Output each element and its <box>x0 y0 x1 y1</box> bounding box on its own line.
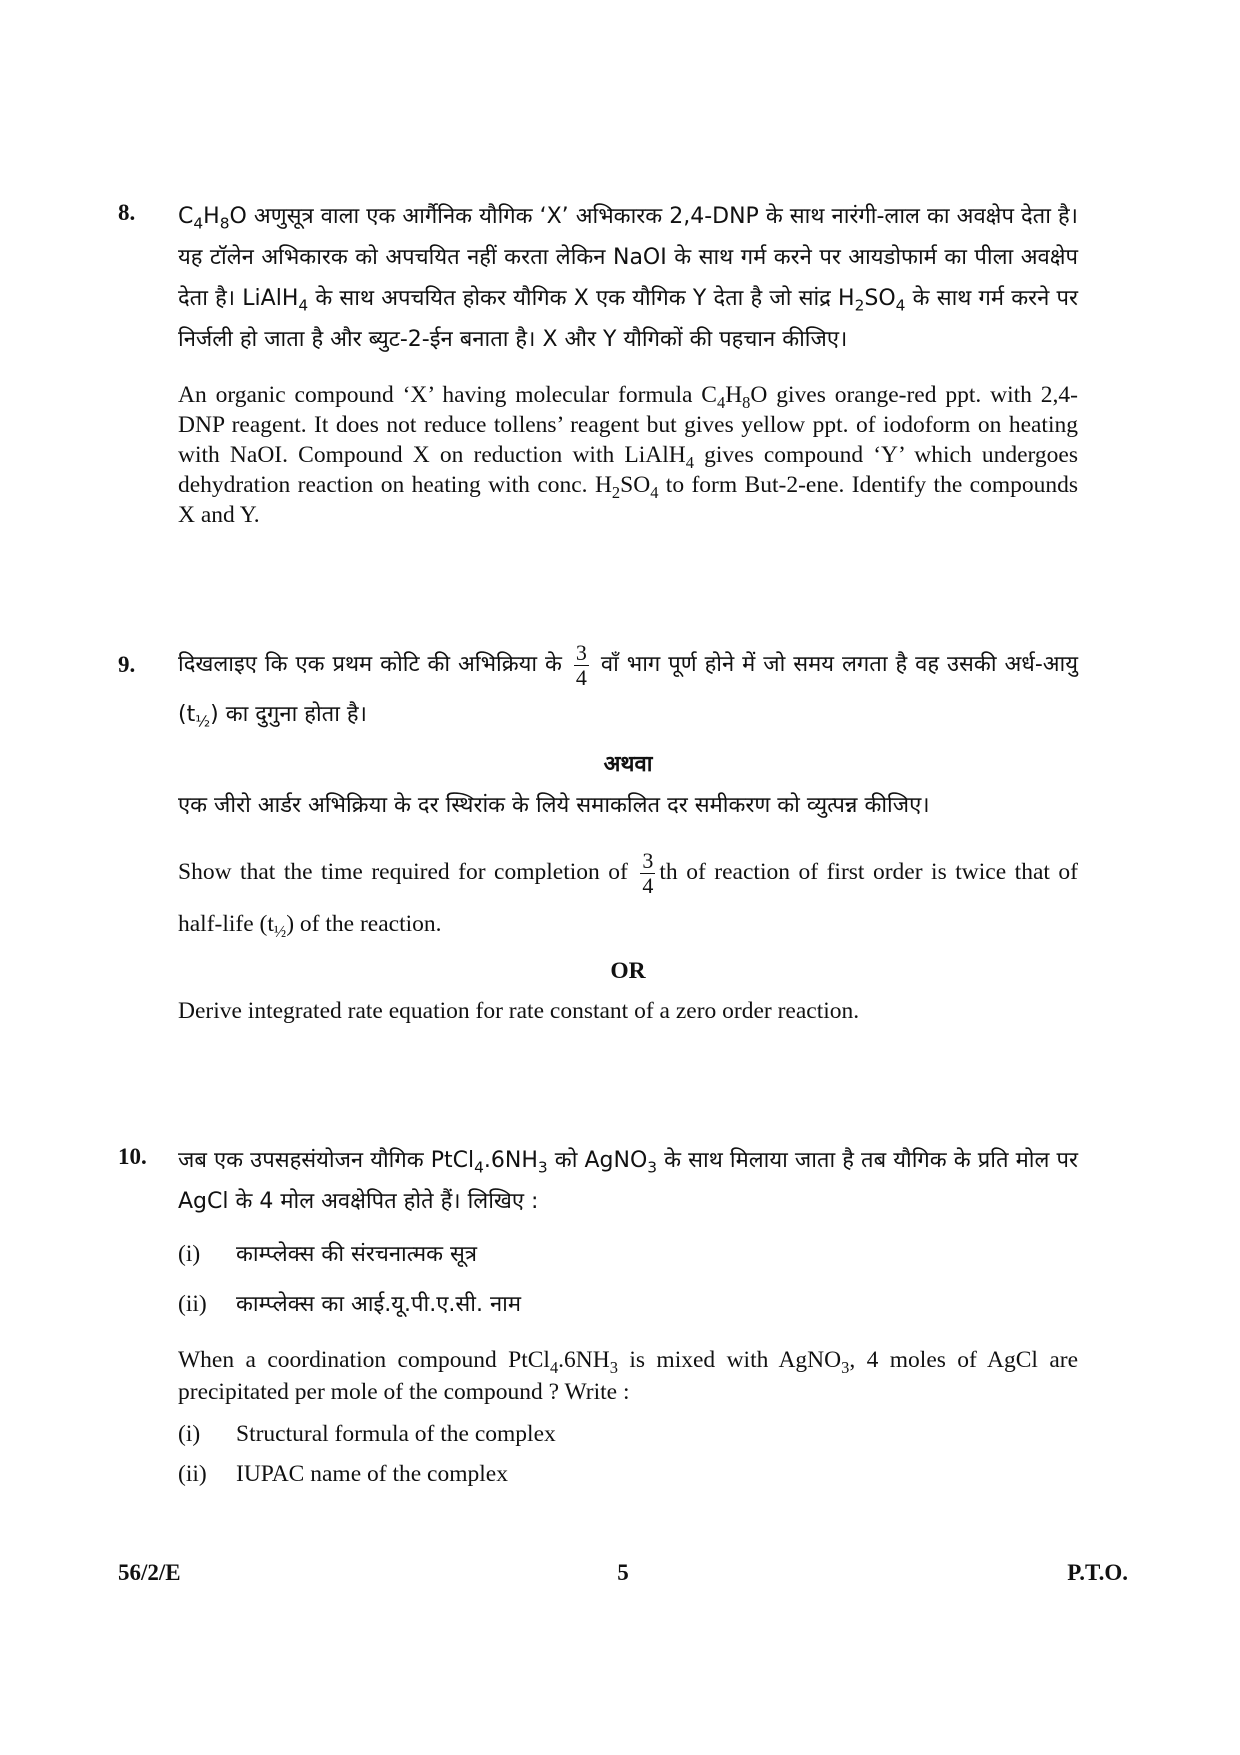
question-10-hindi-item-i: (i) काम्प्लेक्स की संरचनात्मक सूत्र <box>178 1241 478 1267</box>
question-9-english: Show that the time required for completion of $\frac{3}{4}$ th of reaction of first order is twice that of half-life $(t_{\frac{1}{2}})$ of the reaction. <box>178 848 1078 941</box>
question-9-hindi: दिखलाइए कि एक प्रथम कोटि की अभिक्रिया के $\frac{3}{4}$ वाँ भाग पूर्ण होने में जो समय लगता है वह उसकी अर्ध-आयु $(t_{\frac{1}{2}})$ का दुगुना होता है। <box>178 639 1079 731</box>
question-8-hindi: $C_4H_8O$ अणुसूत्र वाला एक आर्गैनिक यौगिक ‘X’ अभिकारक 2,4-DNP के साथ नारंगी-लाल का अवक्षेप देता है। यह टॉलेन अभिकारक को अपचयित नहीं करता लेकिन NaOI के साथ गर्म करने पर आयडोफार्म का पीला अवक्षेप देता है। LiAlH$_4$ के साथ अपचयित होकर यौगिक X एक यौगिक Y देता है जो सांद्र $H_2SO_4$ के साथ गर्म करने पर निर्जली हो जाता है और ब्युट-2-ईन बनाता है। X और Y यौगिकों की पहचान कीजिए। <box>178 204 1078 352</box>
fraction-three-quarters: $\frac{3}{4}$ <box>575 639 587 690</box>
page-number: 5 <box>617 1560 629 1585</box>
question-8 <box>118 196 1078 530</box>
question-10 <box>118 1140 1078 1494</box>
question-10-hindi-item-ii: (ii) काम्प्लेक्स का आई.यू.पी.ए.सी. नाम <box>178 1291 522 1317</box>
question-9 <box>118 640 1078 1026</box>
question-number: 10. <box>118 1144 147 1169</box>
please-turn-over: P.T.O. <box>1067 1560 1128 1585</box>
question-10-english-item-ii: (ii) IUPAC name of the complex <box>178 1461 508 1487</box>
question-number: 8. <box>118 200 136 225</box>
paper-code: 56/2/E <box>118 1560 181 1585</box>
or-separator-hindi: अथवा <box>603 752 653 777</box>
or-separator-english: OR <box>610 958 646 985</box>
question-8-english: An organic compound ‘X’ having molecular formula $C_4H_8O$ gives orange-red ppt. with 2,4-DNP reagent. It does not reduce tollens’ reagent but gives yellow ppt. of iodoform on heating with NaOI. Compound X on reduction with LiAlH$_4$ gives compound ‘Y’ which undergoes dehydration reaction on heating with conc. $H_2SO_4$ to form But-2-ene. Identify the compounds X and Y. <box>178 382 1079 528</box>
question-number: 9. <box>118 652 136 677</box>
question-9-english-alternative: Derive integrated rate equation for rate constant of a zero order reaction. <box>178 998 860 1025</box>
question-10-english-item-i: (i) Structural formula of the complex <box>178 1421 556 1447</box>
question-9-hindi-alternative: एक जीरो आर्डर अभिक्रिया के दर स्थिरांक के लिये समाकलित दर समीकरण को व्युत्पन्न कीजिए। <box>178 793 930 818</box>
fraction-three-quarters: $\frac{3}{4}$ <box>642 848 654 899</box>
question-10-english: When a coordination compound $PtCl_4.6NH_3$ is mixed with AgNO$_3$, 4 moles of AgCl are precipitated per mole of the compound ? Write : <box>178 1347 1078 1405</box>
question-10-hindi: जब एक उपसहसंयोजन यौगिक $PtCl_4.6NH_3$ को AgNO$_3$ के साथ मिलाया जाता है तब यौगिक के प्रति मोल पर AgCl के 4 मोल अवक्षेपित होते हैं। लिखिए : <box>178 1148 1078 1214</box>
